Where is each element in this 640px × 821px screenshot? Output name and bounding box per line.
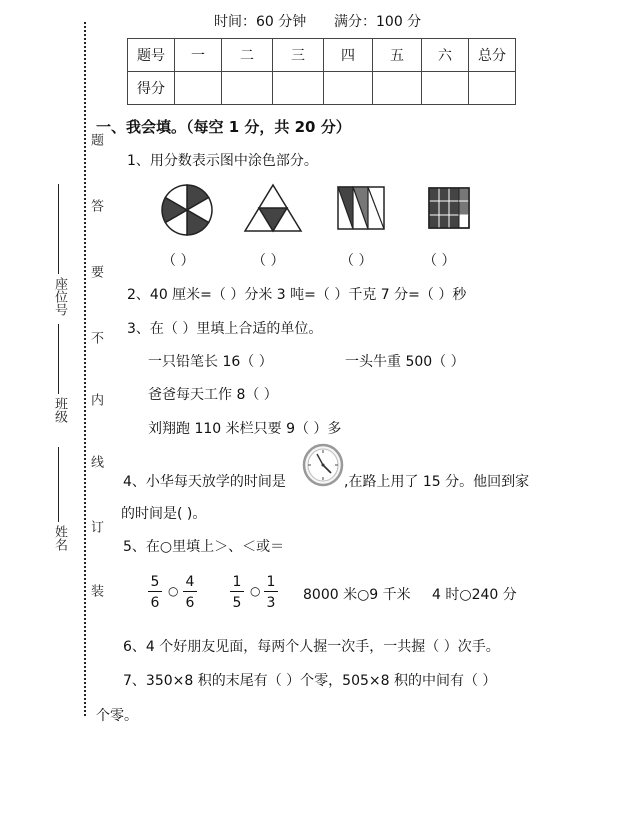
class-underline [58, 324, 59, 394]
seal-char: 题 [88, 133, 103, 146]
clock-icon [302, 443, 344, 487]
fraction-numerator: 5 [148, 573, 162, 592]
question-3a: 一只铅笔长 16（ ） [148, 354, 273, 370]
question-7-part1: 7、350×8 积的末尾有（ ）个零，505×8 积的中间有（ ） [123, 673, 497, 689]
seat-underline [58, 184, 59, 274]
fraction-denominator: 5 [232, 595, 242, 611]
score-header-cell: 四 [324, 39, 373, 72]
class-label: 班级 [52, 397, 67, 423]
fraction [183, 573, 197, 614]
seal-char: 线 [88, 455, 103, 468]
answer-blank[interactable]: （ ） [423, 253, 456, 269]
parallelogram-fraction-icon [336, 185, 386, 231]
binding-dotted-line [84, 22, 86, 716]
name-label: 姓名 [52, 525, 67, 551]
seat-label: 座位号 [52, 277, 67, 316]
question-5c: 8000 米○9 千米 [303, 587, 411, 603]
compare-circle[interactable]: ○ [250, 584, 261, 598]
question-3c: 爸爸每天工作 8（ ） [148, 387, 278, 403]
name-underline [58, 447, 59, 522]
exam-full-score: 满分：100 分 [334, 14, 422, 30]
fraction-denominator: 3 [266, 595, 276, 611]
seal-char: 不 [88, 331, 103, 344]
question-2: 2、40 厘米=（ ）分米 3 吨=（ ）千克 7 分=（ ）秒 [127, 287, 467, 303]
score-cell[interactable] [273, 72, 324, 105]
score-header-cell: 六 [422, 39, 469, 72]
score-table [127, 38, 516, 105]
compare-circle[interactable]: ○ [168, 584, 179, 598]
score-cell[interactable] [222, 72, 273, 105]
score-cell[interactable] [422, 72, 469, 105]
fraction-numerator: 1 [230, 573, 244, 592]
section-title: 一、我会填。（每空 1 分，共 20 分） [96, 118, 351, 136]
fraction [148, 573, 162, 614]
question-3b: 一头牛重 500（ ） [345, 354, 465, 370]
score-table-header-row [128, 39, 516, 72]
answer-blank[interactable]: （ ） [340, 253, 373, 269]
score-cell[interactable] [469, 72, 516, 105]
seal-char: 要 [88, 265, 103, 278]
grid-fraction-icon [428, 187, 470, 229]
question-6: 6、4 个好朋友见面，每两个人握一次手，一共握（ ）次手。 [123, 639, 500, 655]
score-header-cell: 三 [273, 39, 324, 72]
score-row-label: 得分 [128, 72, 175, 105]
exam-time: 时间：60 分钟 [214, 14, 307, 30]
question-1: 1、用分数表示图中涂色部分。 [127, 153, 318, 169]
score-header-cell: 题号 [128, 39, 175, 72]
score-table-row [128, 72, 516, 105]
score-header-cell: 二 [222, 39, 273, 72]
question-4-part3: 的时间是( )。 [121, 506, 207, 522]
seal-char: 装 [88, 584, 103, 597]
fraction [264, 573, 278, 614]
score-cell[interactable] [373, 72, 422, 105]
answer-blank[interactable]: （ ） [162, 253, 195, 269]
circle-fraction-icon [160, 183, 214, 237]
score-cell[interactable] [175, 72, 222, 105]
question-7-part2: 个零。 [96, 708, 138, 724]
score-cell[interactable] [324, 72, 373, 105]
fraction-numerator: 1 [264, 573, 278, 592]
fraction-numerator: 4 [183, 573, 197, 592]
question-4-part2: ,在路上用了 15 分。他回到家 [344, 474, 530, 490]
fraction [230, 573, 244, 614]
question-5d: 4 时○240 分 [432, 587, 517, 603]
seal-char: 答 [88, 199, 103, 212]
question-4-part1: 4、小华每天放学的时间是 [123, 474, 286, 490]
question-3d: 刘翔跑 110 米栏只要 9（ ）多 [148, 421, 342, 437]
fraction-denominator: 6 [150, 595, 160, 611]
seal-char: 订 [88, 520, 103, 533]
question-5: 5、在○里填上＞、＜或＝ [123, 539, 285, 555]
triangle-fraction-icon [243, 183, 303, 233]
score-header-cell: 总分 [469, 39, 516, 72]
question-3: 3、在（ ）里填上合适的单位。 [127, 321, 323, 337]
score-header-cell: 一 [175, 39, 222, 72]
score-header-cell: 五 [373, 39, 422, 72]
fraction-denominator: 6 [185, 595, 195, 611]
seal-char: 内 [88, 393, 103, 406]
answer-blank[interactable]: （ ） [252, 253, 285, 269]
